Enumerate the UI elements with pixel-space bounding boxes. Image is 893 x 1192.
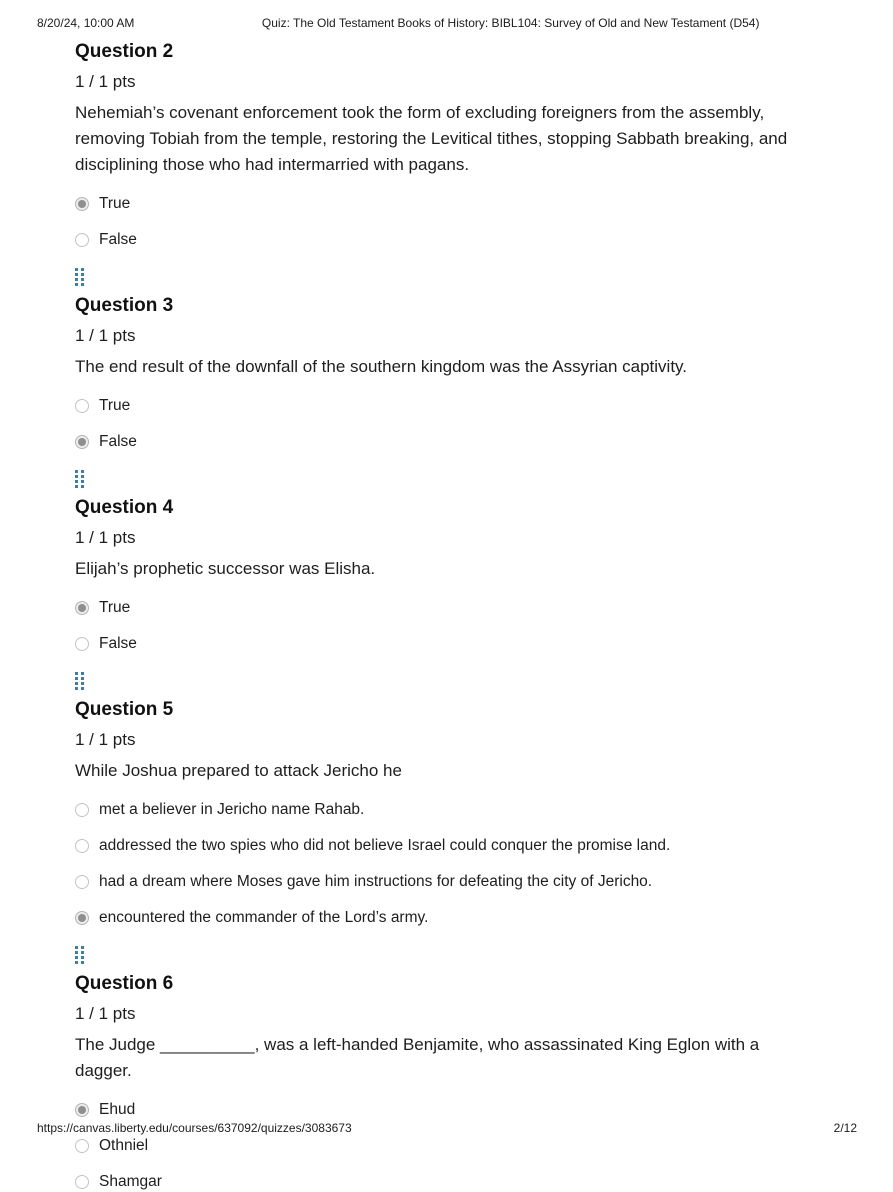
drag-handle-icon[interactable] — [75, 946, 84, 964]
radio-button[interactable] — [75, 911, 89, 925]
answer-list — [75, 1100, 817, 1192]
answer-option[interactable] — [75, 800, 817, 820]
answer-label: addressed the two spies who did not believe Israel could conquer the promise land. — [99, 837, 671, 854]
answer-option[interactable] — [75, 1172, 817, 1192]
answer-option[interactable] — [75, 230, 817, 250]
footer-url: https://canvas.liberty.edu/courses/637092/quizzes/3083673 — [37, 1121, 352, 1135]
answer-option[interactable] — [75, 396, 817, 416]
question-points: 1 / 1 pts — [75, 72, 136, 91]
radio-button[interactable] — [75, 1139, 89, 1153]
question-title: Question 3 — [75, 295, 174, 316]
question-text: Nehemiah’s covenant enforcement took the form of excluding foreigners from the assembly, removing Tobiah from the temple, restoring the Levitical tithes, stopping Sabbath breaking, and disciplining those who had intermarried with pagans. — [75, 103, 788, 174]
answer-label: True — [99, 599, 131, 616]
print-footer — [37, 1121, 857, 1135]
radio-button[interactable] — [75, 399, 89, 413]
radio-button[interactable] — [75, 875, 89, 889]
radio-button[interactable] — [75, 233, 89, 247]
question-text: While Joshua prepared to attack Jericho he — [75, 761, 402, 780]
question-points: 1 / 1 pts — [75, 528, 136, 547]
question-block — [75, 268, 817, 452]
question-title: Question 5 — [75, 699, 174, 720]
question-points: 1 / 1 pts — [75, 730, 136, 749]
radio-button[interactable] — [75, 637, 89, 651]
answer-option[interactable] — [75, 598, 817, 618]
answer-label: encountered the commander of the Lord’s army. — [99, 909, 429, 926]
answer-option[interactable] — [75, 1100, 817, 1120]
radio-button[interactable] — [75, 1175, 89, 1189]
radio-button[interactable] — [75, 1103, 89, 1117]
drag-handle-icon[interactable] — [75, 672, 84, 690]
question-block — [75, 470, 817, 654]
answer-list — [75, 800, 817, 928]
answer-label: False — [99, 433, 137, 450]
answer-option[interactable] — [75, 872, 817, 892]
question-block — [75, 946, 817, 1192]
answer-option[interactable] — [75, 1136, 817, 1156]
answer-option[interactable] — [75, 836, 817, 856]
answer-label: Shamgar — [99, 1173, 162, 1190]
answer-label: had a dream where Moses gave him instructions for defeating the city of Jericho. — [99, 873, 653, 890]
print-datetime: 8/20/24, 10:00 AM — [37, 16, 135, 30]
question-text: The Judge __________, was a left-handed Benjamite, who assassinated King Eglon with a dagger. — [75, 1035, 760, 1080]
print-title: Quiz: The Old Testament Books of History: BIBL104: Survey of Old and New Testament (D54) — [261, 16, 760, 30]
answer-list — [75, 598, 817, 654]
drag-handle-icon[interactable] — [75, 268, 84, 286]
answer-label: Othniel — [99, 1137, 149, 1154]
questions — [75, 40, 817, 1192]
answer-list — [75, 396, 817, 452]
radio-button[interactable] — [75, 601, 89, 615]
page-number: 2/12 — [833, 1121, 857, 1135]
answer-label: True — [99, 195, 131, 212]
question-points: 1 / 1 pts — [75, 326, 136, 345]
question-points: 1 / 1 pts — [75, 1004, 136, 1023]
drag-handle-icon[interactable] — [75, 470, 84, 488]
radio-button[interactable] — [75, 435, 89, 449]
radio-button[interactable] — [75, 803, 89, 817]
answer-label: met a believer in Jericho name Rahab. — [99, 801, 365, 818]
question-text: Elijah’s prophetic successor was Elisha. — [75, 559, 376, 578]
answer-option[interactable] — [75, 634, 817, 654]
question-title: Question 2 — [75, 41, 174, 62]
answer-label: True — [99, 397, 131, 414]
question-title: Question 4 — [75, 497, 174, 518]
answer-label: False — [99, 231, 137, 248]
question-block — [75, 672, 817, 928]
answer-label: Ehud — [99, 1101, 136, 1118]
question-block — [75, 40, 817, 250]
answer-option[interactable] — [75, 908, 817, 928]
radio-button[interactable] — [75, 197, 89, 211]
answer-option[interactable] — [75, 194, 817, 214]
radio-button[interactable] — [75, 839, 89, 853]
print-header — [37, 16, 857, 30]
answer-list — [75, 194, 817, 250]
question-title: Question 6 — [75, 973, 174, 994]
question-text: The end result of the downfall of the southern kingdom was the Assyrian captivity. — [75, 357, 688, 376]
answer-option[interactable] — [75, 432, 817, 452]
answer-label: False — [99, 635, 137, 652]
